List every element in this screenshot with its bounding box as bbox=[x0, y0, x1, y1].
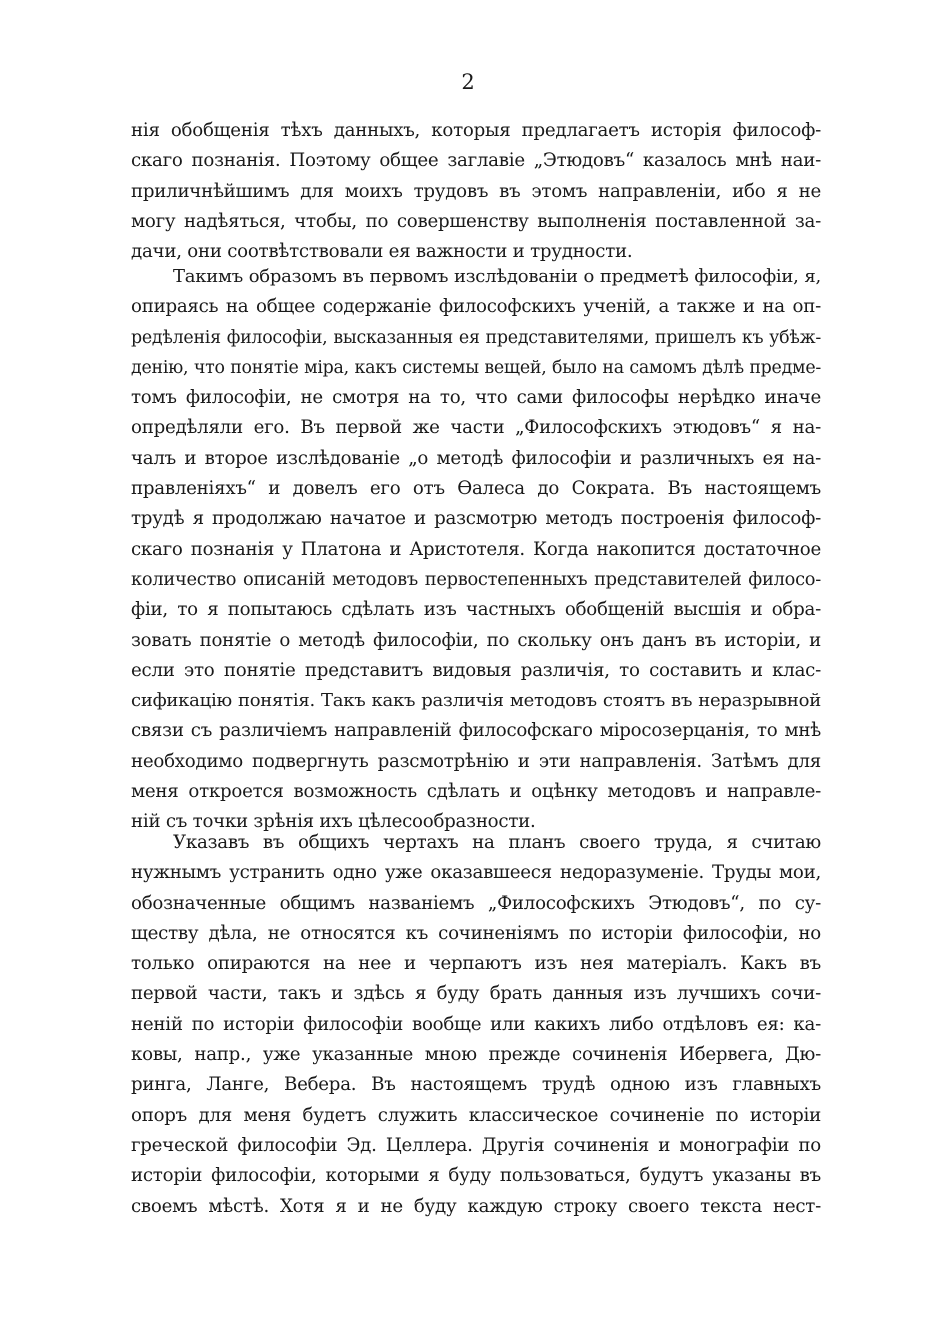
paragraph-2 bbox=[131, 262, 821, 838]
text-line: связи съ различіемъ направленій философскаго міросозерцанія, то мнѣ bbox=[131, 720, 821, 742]
text-line: первой части, такъ и здѣсь я буду брать данныя изъ лучшихъ сочи- bbox=[131, 983, 821, 1005]
text-line: ринга, Ланге, Вебера. Въ настоящемъ трудѣ одною изъ главныхъ bbox=[131, 1074, 821, 1096]
text-line: опоръ для меня будетъ служить классическое сочиненіе по исторіи bbox=[131, 1104, 821, 1126]
text-line: греческой философіи Эд. Целлера. Другія сочиненія и монографіи по bbox=[131, 1134, 821, 1156]
text-line: неній по исторіи философіи вообще или какихъ либо отдѣловъ ея: ка- bbox=[131, 1013, 821, 1035]
page-number: 2 bbox=[461, 70, 475, 94]
text-line: скаго познанія. Поэтому общее заглавіе „Этюдовъ“ казалось мнѣ наи- bbox=[131, 150, 821, 172]
text-line: Такимъ образомъ въ первомъ изслѣдованіи о предметѣ философіи, я, bbox=[173, 266, 821, 287]
text-line: нія обобщенія тѣхъ данныхъ, которыя предлагаетъ исторія философ- bbox=[131, 120, 821, 141]
text-line: редѣленія философіи, высказанныя ея представителями, пришелъ къ убѣж- bbox=[131, 327, 821, 348]
text-line: меня откроется возможность сдѣлать и оцѣнку методовъ и направле- bbox=[131, 781, 821, 803]
text-line: зовать понятіе о методѣ философіи, по скольку онъ данъ въ исторіи, и bbox=[131, 629, 821, 651]
text-line: обозначенные общимъ названіемъ „Философскихъ Этюдовъ“, по су- bbox=[131, 892, 821, 914]
text-line: фіи, то я попытаюсь сдѣлать изъ частныхъ обобщеній высшія и обра- bbox=[131, 599, 821, 621]
text-line: опредѣляли его. Въ первой же части „Философскихъ этюдовъ“ я на- bbox=[131, 417, 821, 439]
text-line: своемъ мѣстѣ. Хотя я и не буду каждую строку своего текста нест- bbox=[131, 1195, 821, 1217]
text-line: чалъ и второе изслѣдованіе „о методѣ философіи и различныхъ ея на- bbox=[131, 447, 821, 469]
text-line: трудѣ я продолжаю начатое и разсмотрю методъ построенія философ- bbox=[131, 508, 821, 530]
paragraph-1 bbox=[131, 116, 821, 267]
text-line: могу надѣяться, чтобы, по совершенству выполненія поставленной за- bbox=[131, 210, 821, 232]
text-line: денію, что понятіе міра, какъ системы вещей, было на самомъ дѣлѣ предме- bbox=[131, 357, 821, 378]
text-line: исторіи философіи, которыми я буду пользоваться, будутъ указаны въ bbox=[131, 1165, 821, 1187]
text-line: томъ философіи, не смотря на то, что сами философы нерѣдко иначе bbox=[131, 387, 821, 409]
text-line: приличнѣйшимъ для моихъ трудовъ въ этомъ направленіи, ибо я не bbox=[131, 180, 821, 202]
text-line: правленіяхъ“ и довелъ его отъ Ѳалеса до Сократа. Въ настоящемъ bbox=[131, 478, 821, 500]
text-line: опираясь на общее содержаніе философскихъ ученій, а также и на оп- bbox=[131, 296, 821, 318]
text-line: скаго познанія у Платона и Аристотеля. Когда накопится достаточное bbox=[131, 538, 821, 560]
text-line: нужнымъ устранить одно уже оказавшееся недоразуменіе. Труды мои, bbox=[131, 862, 821, 884]
text-line: ній съ точки зрѣнія ихъ цѣлесообразности. bbox=[131, 811, 536, 833]
text-line: ковы, напр., уже указанные мною прежде сочиненія Ибервега, Дю- bbox=[131, 1044, 821, 1066]
text-line: дачи, они соотвѣтствовали ея важности и трудности. bbox=[131, 241, 633, 263]
text-line: только опираются на нее и черпаютъ изъ нея матеріалъ. Какъ въ bbox=[131, 953, 821, 975]
text-line: если это понятіе представитъ видовыя различія, то составить и клас- bbox=[131, 659, 821, 681]
text-line: ществу дѣла, не относятся къ сочиненіямъ по исторіи философіи, но bbox=[131, 922, 821, 944]
text-line: Указавъ въ общихъ чертахъ на планъ своего труда, я считаю bbox=[173, 832, 821, 853]
paragraph-3 bbox=[131, 828, 821, 1222]
text-line: количество описаній методовъ первостепенныхъ представителей филосо- bbox=[131, 568, 821, 590]
text-line: сификацію понятія. Такъ какъ различія методовъ стоятъ въ неразрывной bbox=[131, 690, 821, 712]
text-line: необходимо подвергнуть разсмотрѣнію и эти направленія. Затѣмъ для bbox=[131, 750, 821, 772]
